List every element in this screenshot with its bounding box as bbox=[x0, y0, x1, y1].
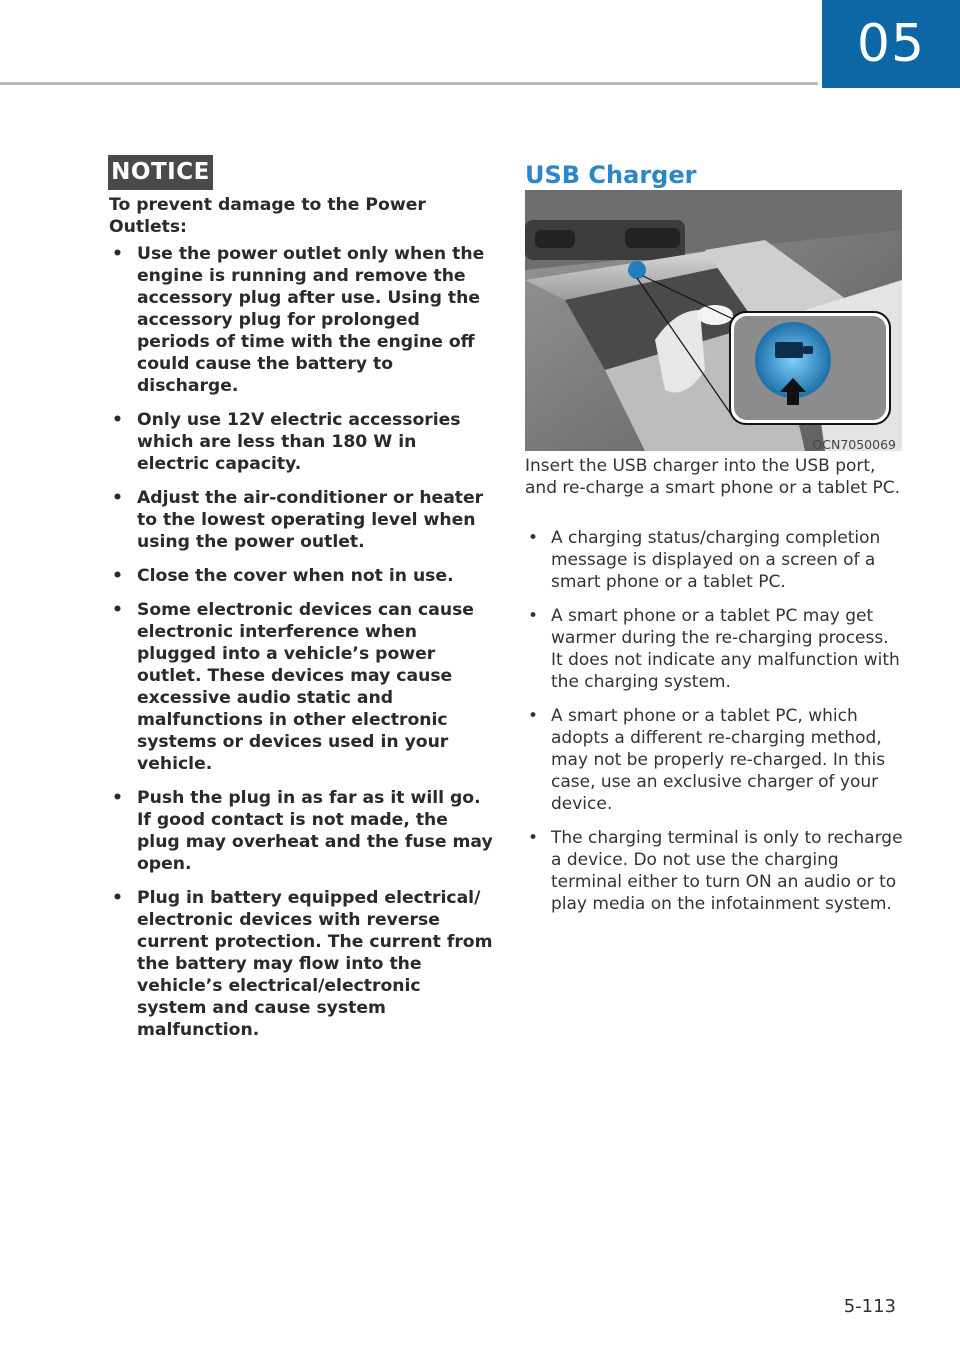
list-item bbox=[109, 487, 494, 553]
list-item-text: Use the power outlet only when the engine is running and remove the accessory plug after use. Using the accessory plug for prolonged periods of time with the engine off could cause the battery to discharge. bbox=[137, 244, 485, 396]
bullet-icon: • bbox=[528, 706, 539, 726]
usb-list bbox=[525, 527, 905, 927]
list-item bbox=[525, 827, 905, 915]
notice-list bbox=[109, 243, 494, 1053]
list-item-text: Push the plug in as far as it will go. If good contact is not made, the plug may overheat and the fuse may open. bbox=[137, 788, 493, 874]
notice-badge: NOTICE bbox=[108, 155, 213, 190]
list-item bbox=[109, 243, 494, 397]
list-item-text: A smart phone or a tablet PC, which adopts a different re-charging method, may not be properly re-charged. In this case, use an exclusive charger of your device. bbox=[551, 706, 886, 814]
list-item bbox=[109, 787, 494, 875]
figure-code: OCN7050069 bbox=[812, 437, 896, 452]
list-item-text: Plug in battery equipped electrical/ electronic devices with reverse current protection. The current from the battery may flow into the vehicle’s electrical/electronic system and cause system malfunction. bbox=[137, 888, 493, 1040]
section-title: USB Charger bbox=[525, 161, 697, 189]
list-item bbox=[109, 887, 494, 1041]
header-rule bbox=[0, 82, 818, 85]
list-item bbox=[525, 605, 905, 693]
list-item-text: The charging terminal is only to recharge a device. Do not use the charging terminal either to turn ON an audio or to play media on the infotainment system. bbox=[551, 828, 903, 914]
bullet-icon: • bbox=[112, 788, 123, 808]
chapter-tab: 05 bbox=[822, 0, 960, 88]
list-item bbox=[525, 527, 905, 593]
list-item-text: A charging status/charging completion message is displayed on a screen of a smart phone or a tablet PC. bbox=[551, 528, 881, 592]
usb-console-illustration bbox=[525, 190, 902, 451]
list-item bbox=[109, 599, 494, 775]
list-item-text: Some electronic devices can cause electronic interference when plugged into a vehicle’s power outlet. These devices may cause excessive audio static and malfunctions in other electronic systems or devices used in your vehicle. bbox=[137, 600, 474, 774]
bullet-icon: • bbox=[112, 566, 123, 586]
bullet-icon: • bbox=[528, 828, 539, 848]
list-item bbox=[109, 565, 494, 587]
bullet-icon: • bbox=[112, 488, 123, 508]
bullet-icon: • bbox=[112, 600, 123, 620]
list-item bbox=[525, 705, 905, 815]
list-item-text: A smart phone or a tablet PC may get warmer during the re-charging process. It does not indicate any malfunction with the charging system. bbox=[551, 606, 900, 692]
page-number: 5-113 bbox=[843, 1296, 896, 1317]
usb-port-figure bbox=[525, 190, 902, 451]
bullet-icon: • bbox=[112, 410, 123, 430]
notice-intro: To prevent damage to the Power Outlets: bbox=[109, 195, 426, 237]
list-item-text: Adjust the air-conditioner or heater to the lowest operating level when using the power outlet. bbox=[137, 488, 484, 552]
bullet-icon: • bbox=[112, 244, 123, 264]
usb-intro: Insert the USB charger into the USB port, and re-charge a smart phone or a tablet PC. bbox=[525, 456, 901, 498]
list-item-text: Close the cover when not in use. bbox=[137, 566, 454, 586]
bullet-icon: • bbox=[528, 528, 539, 548]
list-item-text: Only use 12V electric accessories which are less than 180 W in electric capacity. bbox=[137, 410, 461, 474]
bullet-icon: • bbox=[528, 606, 539, 626]
list-item bbox=[109, 409, 494, 475]
bullet-icon: • bbox=[112, 888, 123, 908]
